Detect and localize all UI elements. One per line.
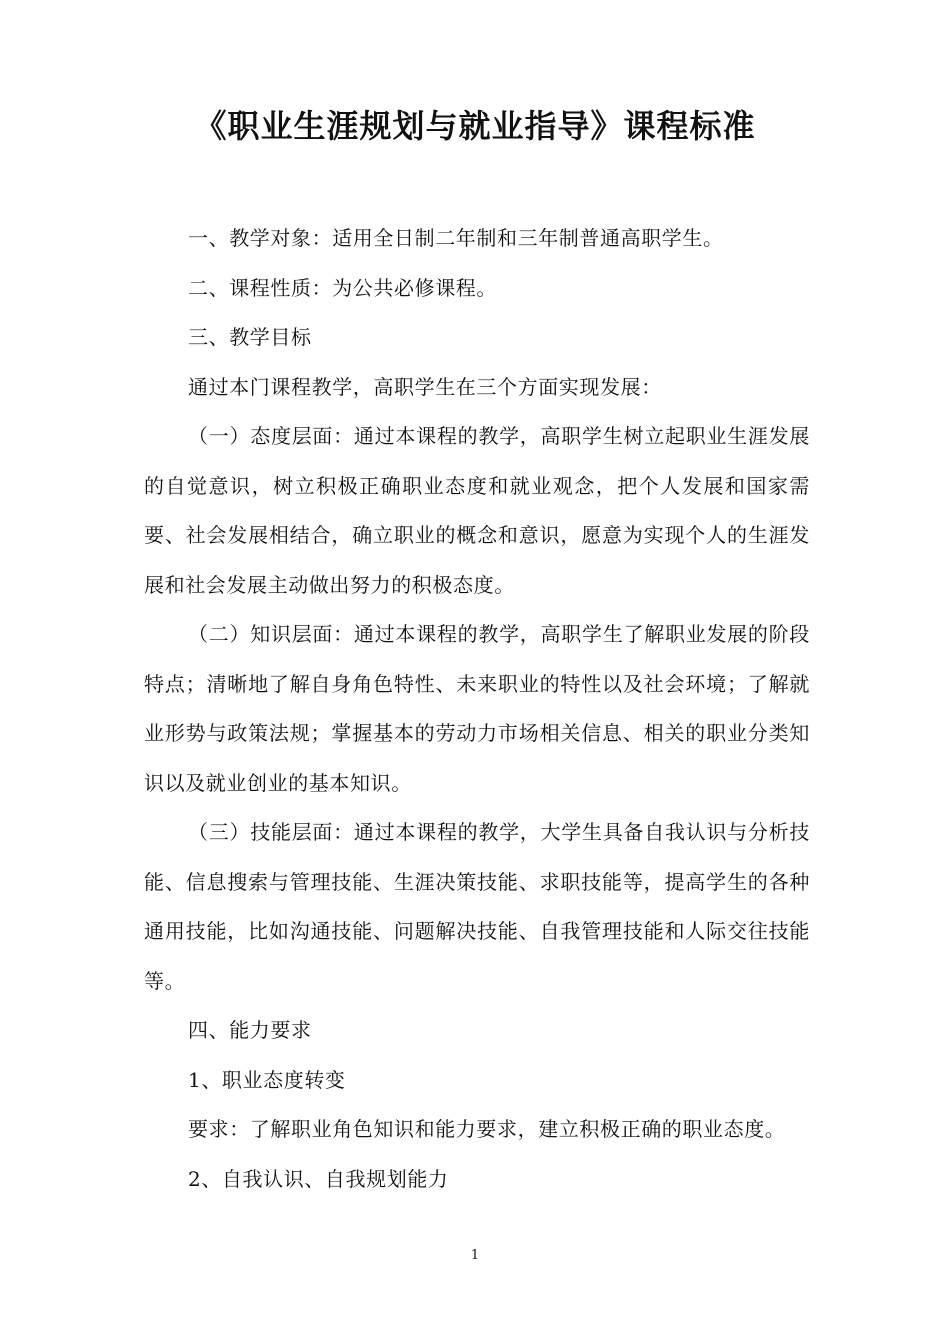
paragraph-requirement: 要求：了解职业角色知识和能力要求，建立积极正确的职业态度。 bbox=[188, 1117, 786, 1141]
paragraph-knowledge-level: （二）知识层面：通过本课程的教学，高职学生了解职业发展的阶段特点；清晰地了解自身角色特性、未来职业的特性以及社会环境；了解就业形势与政策法规；掌握基本的劳动力市场相关信息、相关的职业分类知识以及就业创业的基本知识。 bbox=[144, 622, 810, 795]
heading-career-attitude: 1、职业态度转变 bbox=[188, 1067, 346, 1092]
paragraph-teaching-target: 一、教学对象：适用全日制二年制和三年制普通高职学生。 bbox=[188, 226, 724, 250]
heading-self-awareness: 2、自我认识、自我规划能力 bbox=[188, 1166, 449, 1191]
document-title: 《职业生涯规划与就业指导》课程标准 bbox=[194, 107, 756, 145]
document-body bbox=[144, 214, 810, 1204]
page-number: 1 bbox=[470, 1248, 480, 1263]
paragraph-attitude-level: （一）态度层面：通过本课程的教学，高职学生树立起职业生涯发展的自觉意识，树立积极正确职业态度和就业观念，把个人发展和国家需要、社会发展相结合，确立职业的概念和意识，愿意为实现个人的生涯发展和社会发展主动做出努力的积极态度。 bbox=[144, 424, 810, 597]
paragraph-goals-intro: 通过本门课程教学，高职学生在三个方面实现发展： bbox=[188, 374, 662, 399]
heading-ability-requirements: 四、能力要求 bbox=[188, 1018, 312, 1042]
paragraph-course-nature: 二、课程性质：为公共必修课程。 bbox=[188, 275, 497, 300]
paragraph-skill-level: （三）技能层面：通过本课程的教学，大学生具备自我认识与分析技能、信息搜索与管理技能、生涯决策技能、求职技能等，提高学生的各种通用技能，比如沟通技能、问题解决技能、自我管理技能和人际交往技能等。 bbox=[144, 820, 810, 993]
heading-teaching-goals: 三、教学目标 bbox=[188, 325, 312, 349]
